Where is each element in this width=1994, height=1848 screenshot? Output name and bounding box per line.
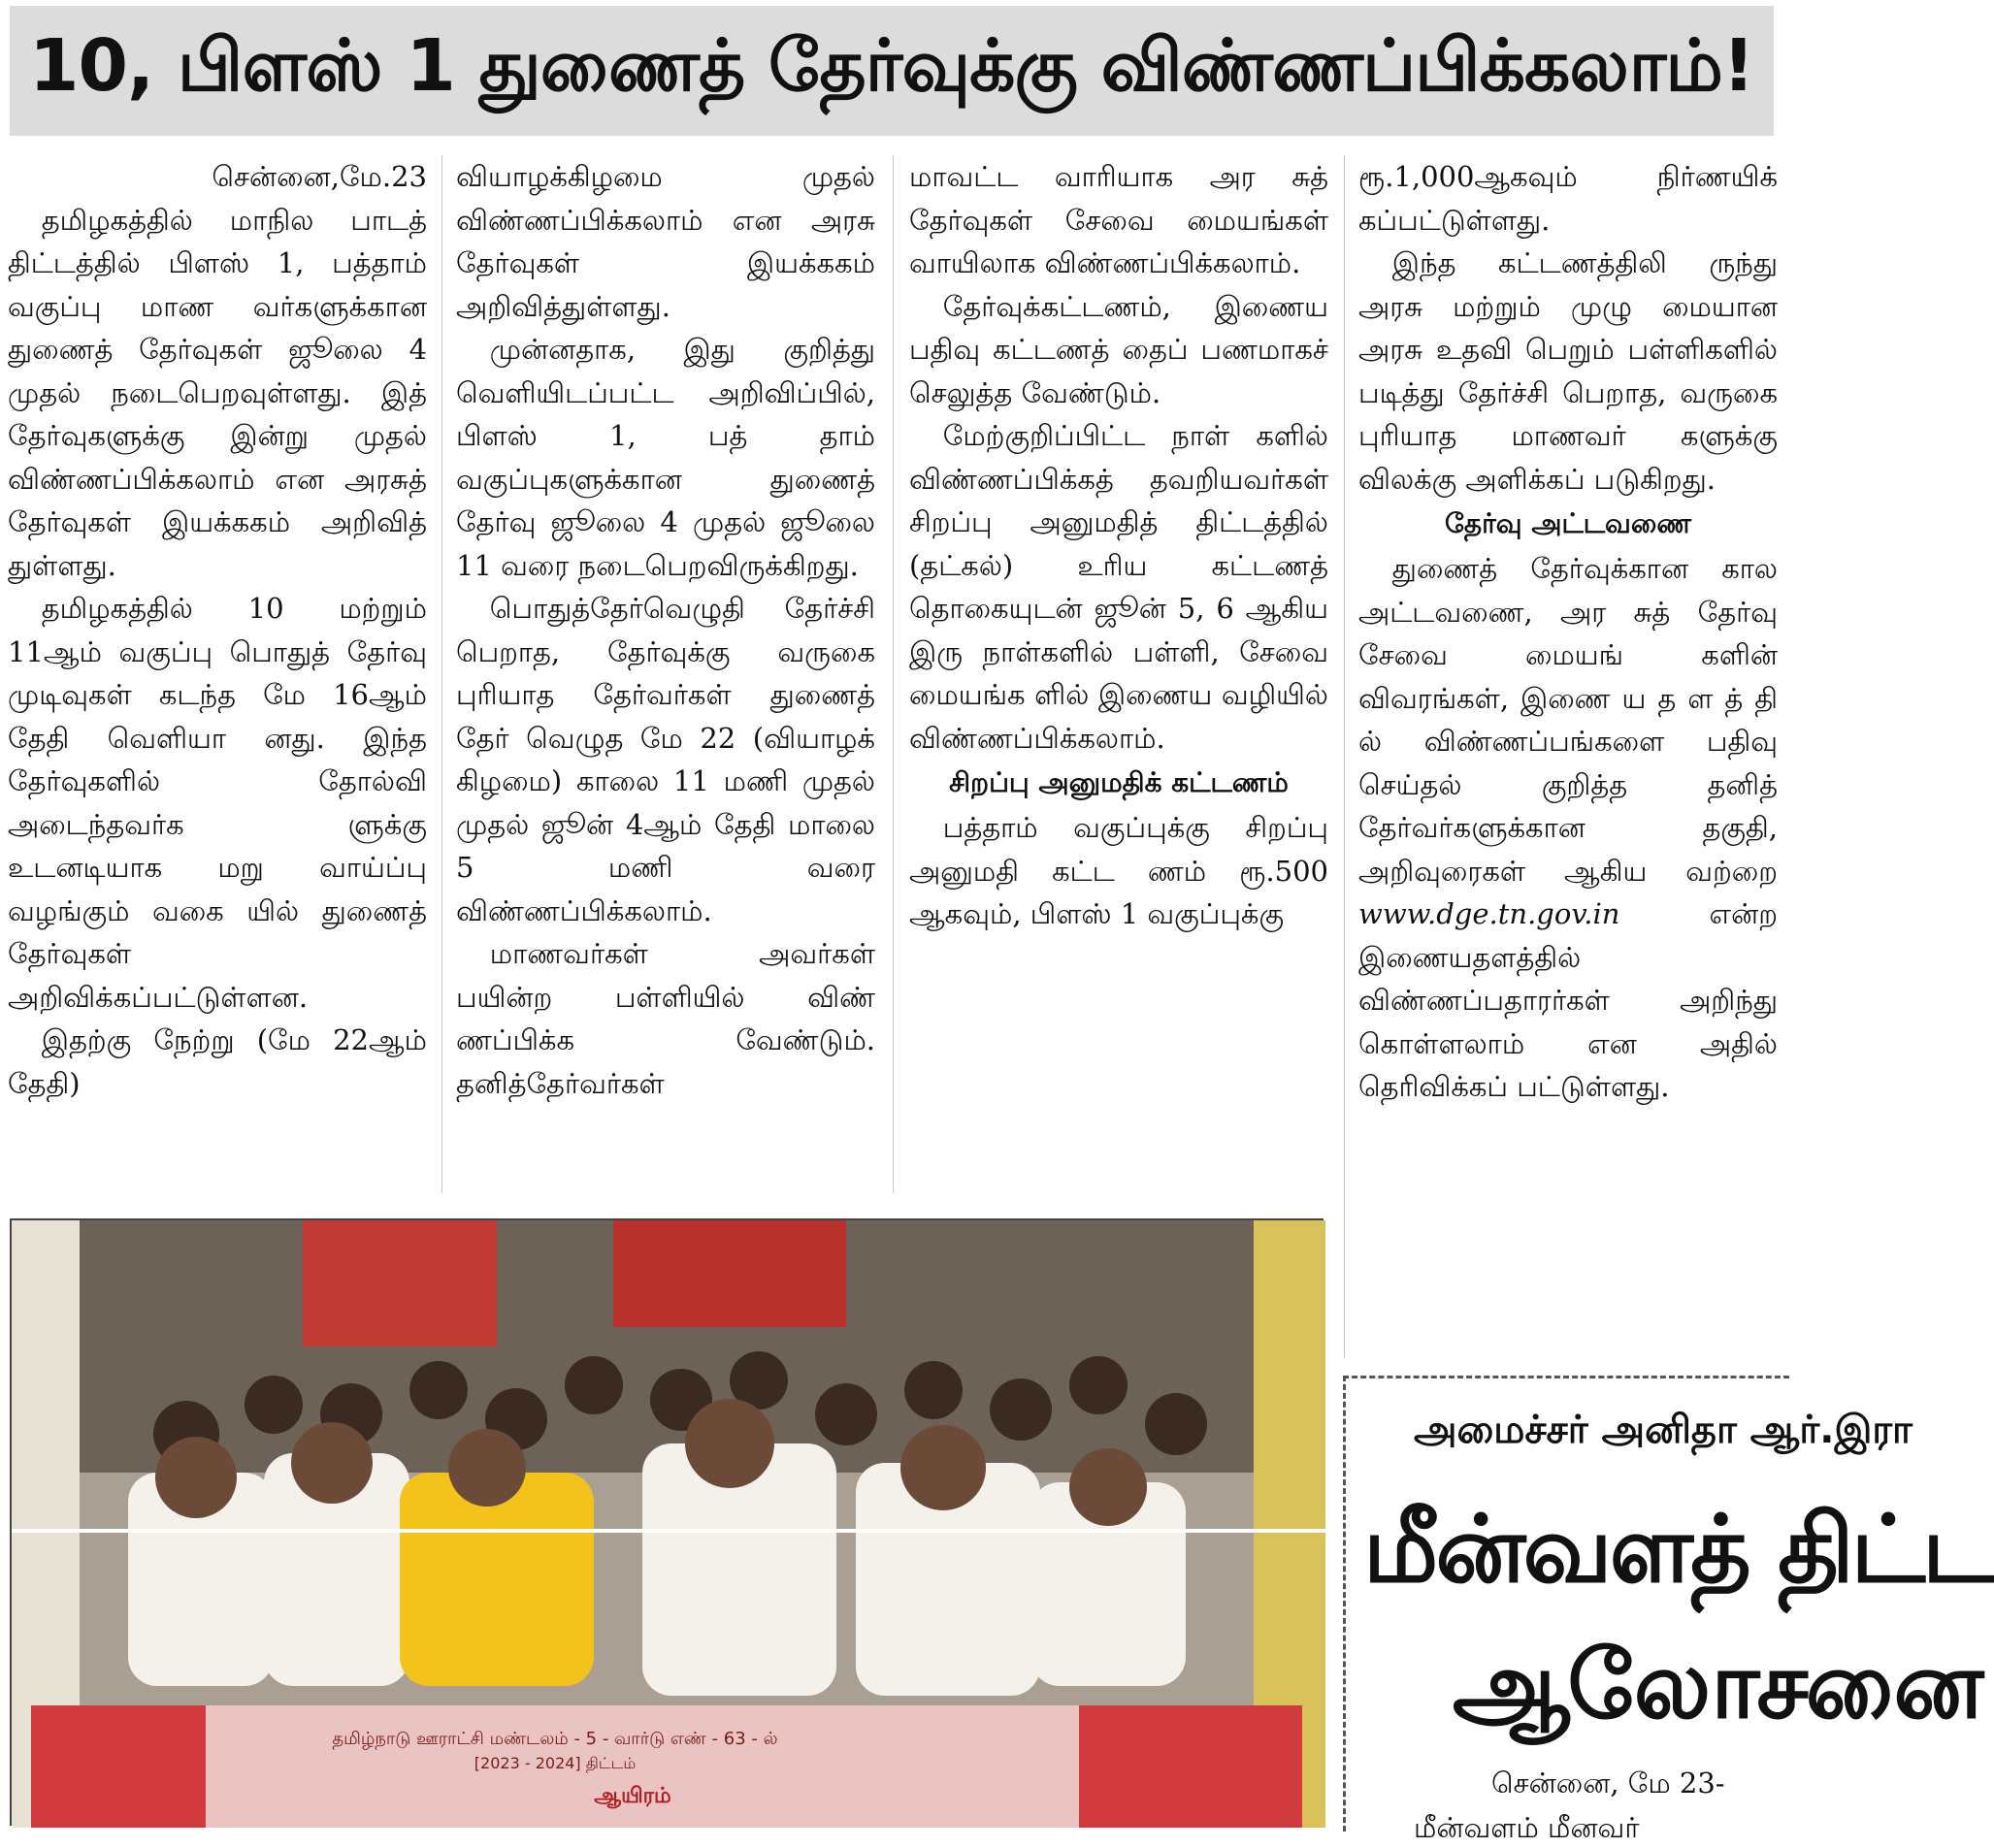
- paragraph: தமிழகத்தில் மாநில பாடத் திட்டத்தில் பிளஸ் 1, பத்தாம் வகுப்பு மாண வர்களுக்கான துணைத் தேர்வுகள் ஜூலை 4 முதல் நடைபெறவுள்ளது. இத் தேர்வுகளுக்கு இன்று முதல் விண்ணப்பிக்கலாம் என அரசுத் தேர்வுகள் இயக்ககம் அறிவித் துள்ளது.: [8, 203, 427, 582]
- next-article-teaser: [1343, 1376, 1994, 1844]
- news-photo: [10, 1218, 1324, 1826]
- paragraph: மேற்குறிப்பிட்ட நாள் களில் விண்ணப்பிக்கத் தவறியவர்கள் சிறப்பு அனுமதித் திட்டத்தில் (தட்கல்) உரிய கட்டணத் தொகையுடன் ஜூன் 5, 6 ஆகிய இரு நாள்களில் பள்ளி, சேவை மையங்க ளில் இணைய வழியில் விண்ணப்பிக்கலாம்.: [909, 419, 1328, 755]
- paragraph: இதற்கு நேற்று (மே 22ஆம் தேதி): [8, 1023, 427, 1100]
- subheading: தேர்வு அட்டவணை: [1445, 507, 1691, 539]
- paragraph: [1358, 547, 1778, 1109]
- paragraph: தேர்வுக்கட்டணம், இணைய பதிவு கட்டணத் தைப் பணமாகச் செலுத்த வேண்டும்.: [909, 289, 1328, 409]
- website-link[interactable]: www.dge.tn.gov.in: [1358, 897, 1620, 930]
- subheading: சிறப்பு அனுமதிக் கட்டணம்: [949, 766, 1289, 798]
- article-column-3: [909, 155, 1328, 1203]
- teaser-title-line2: ஆலோசனை: [1453, 1631, 1981, 1739]
- paragraph: மாவட்ட வாரியாக அர சுத் தேர்வுகள் சேவை மையங்கள் வாயிலாக விண்ணப்பிக்கலாம்.: [909, 160, 1328, 279]
- teaser-title-line1: மீன்வளத் திட்ட: [1363, 1495, 1994, 1604]
- paragraph: பொதுத்தேர்வெழுதி தேர்ச்சி பெறாத, தேர்வுக்கு வருகை புரியாத தேர்வர்கள் துணைத் தேர் வெழுத மே 22 (வியாழக் கிழமை) காலை 11 மணி முதல் முதல் ஜூன் 4ஆம் தேதி மாலை 5 மணி வரை விண்ணப்பிக்கலாம்.: [456, 592, 875, 927]
- article-column-2: [456, 155, 875, 1203]
- column-divider: [893, 155, 894, 1193]
- paragraph: மாணவர்கள் அவர்கள் பயின்ற பள்ளியில் விண் ணப்பிக்க வேண்டும். தனித்தேர்வர்கள்: [456, 937, 875, 1100]
- paragraph: ரூ.1,000ஆகவும் நிர்ணயிக் கப்பட்டுள்ளது.: [1358, 160, 1778, 237]
- paragraph-text: என்ற இணையதளத்தில் விண்ணப்பதாரர்கள் அறிந்து கொள்ளலாம் என அதில் தெரிவிக்கப் பட்டுள்ளது.: [1358, 897, 1778, 1103]
- column-divider: [1344, 155, 1345, 1358]
- paragraph-text: துணைத் தேர்வுக்கான கால அட்டவணை, அர சுத் தேர்வு சேவை மையங் களின் விவரங்கள், இணை ய த ள த் தி ல் விண்ணப்பங்களை பதிவு செய்தல் குறித்த தனித் தேர்வர்களுக்கான தகுதி, அறிவுரைகள் ஆகிய வற்றை: [1358, 552, 1778, 888]
- teaser-kicker: அமைச்சர் அனிதா ஆர்.இரா: [1414, 1408, 1912, 1452]
- paragraph: தமிழகத்தில் 10 மற்றும் 11ஆம் வகுப்பு பொதுத் தேர்வு முடிவுகள் கடந்த மே 16ஆம் தேதி வெளியா னது. இந்த தேர்வுகளில் தோல்வி அடைந்தவர்க ளுக்கு உடனடியாக மறு வாய்ப்பு வழங்கும் வகை யில் துணைத் தேர்வுகள் அறிவிக்கப்பட்டுள்ளன.: [8, 592, 427, 1014]
- banner-subtext: [2023 - 2024] திட்டம்: [474, 1754, 637, 1772]
- banner-text: தமிழ்நாடு ஊராட்சி மண்டலம் - 5 - வார்டு எண் - 63 - ல்: [332, 1729, 778, 1749]
- article-column-4: [1358, 155, 1778, 1358]
- paragraph: வியாழக்கிழமை முதல் விண்ணப்பிக்கலாம் என அரசு தேர்வுகள் இயக்ககம் அறிவித்துள்ளது.: [456, 160, 875, 323]
- column-divider: [441, 155, 442, 1193]
- teaser-lead: மீன்வளம் மீனவர்: [1414, 1811, 1640, 1844]
- dateline: சென்னை,மே.23: [212, 160, 427, 193]
- paragraph: இந்த கட்டணத்திலி ருந்து அரசு மற்றும் முழு மையான அரசு உதவி பெறும் பள்ளிகளில் படித்து தேர்ச்சி பெறாத, வருகை புரியாத மாணவர் களுக்கு விலக்கு அளிக்கப் படுகிறது.: [1358, 246, 1778, 496]
- banner-highlight: ஆயிரம்: [594, 1784, 671, 1808]
- article-column-1: [8, 155, 427, 1203]
- teaser-dateline: சென்னை, மே 23-: [1491, 1767, 1725, 1799]
- headline: 10, பிளஸ் 1 துணைத் தேர்வுக்கு விண்ணப்பிக்கலாம்!: [10, 6, 1774, 136]
- paragraph: முன்னதாக, இது குறித்து வெளியிடப்பட்ட அறிவிப்பில், பிளஸ் 1, பத் தாம் வகுப்புகளுக்கான துணைத் தேர்வு ஜூலை 4 முதல் ஜூலை 11 வரை நடைபெறவிருக்கிறது.: [456, 333, 875, 582]
- paragraph: பத்தாம் வகுப்புக்கு சிறப்பு அனுமதி கட்ட ணம் ரூ.500 ஆகவும், பிளஸ் 1 வகுப்புக்கு: [909, 811, 1328, 930]
